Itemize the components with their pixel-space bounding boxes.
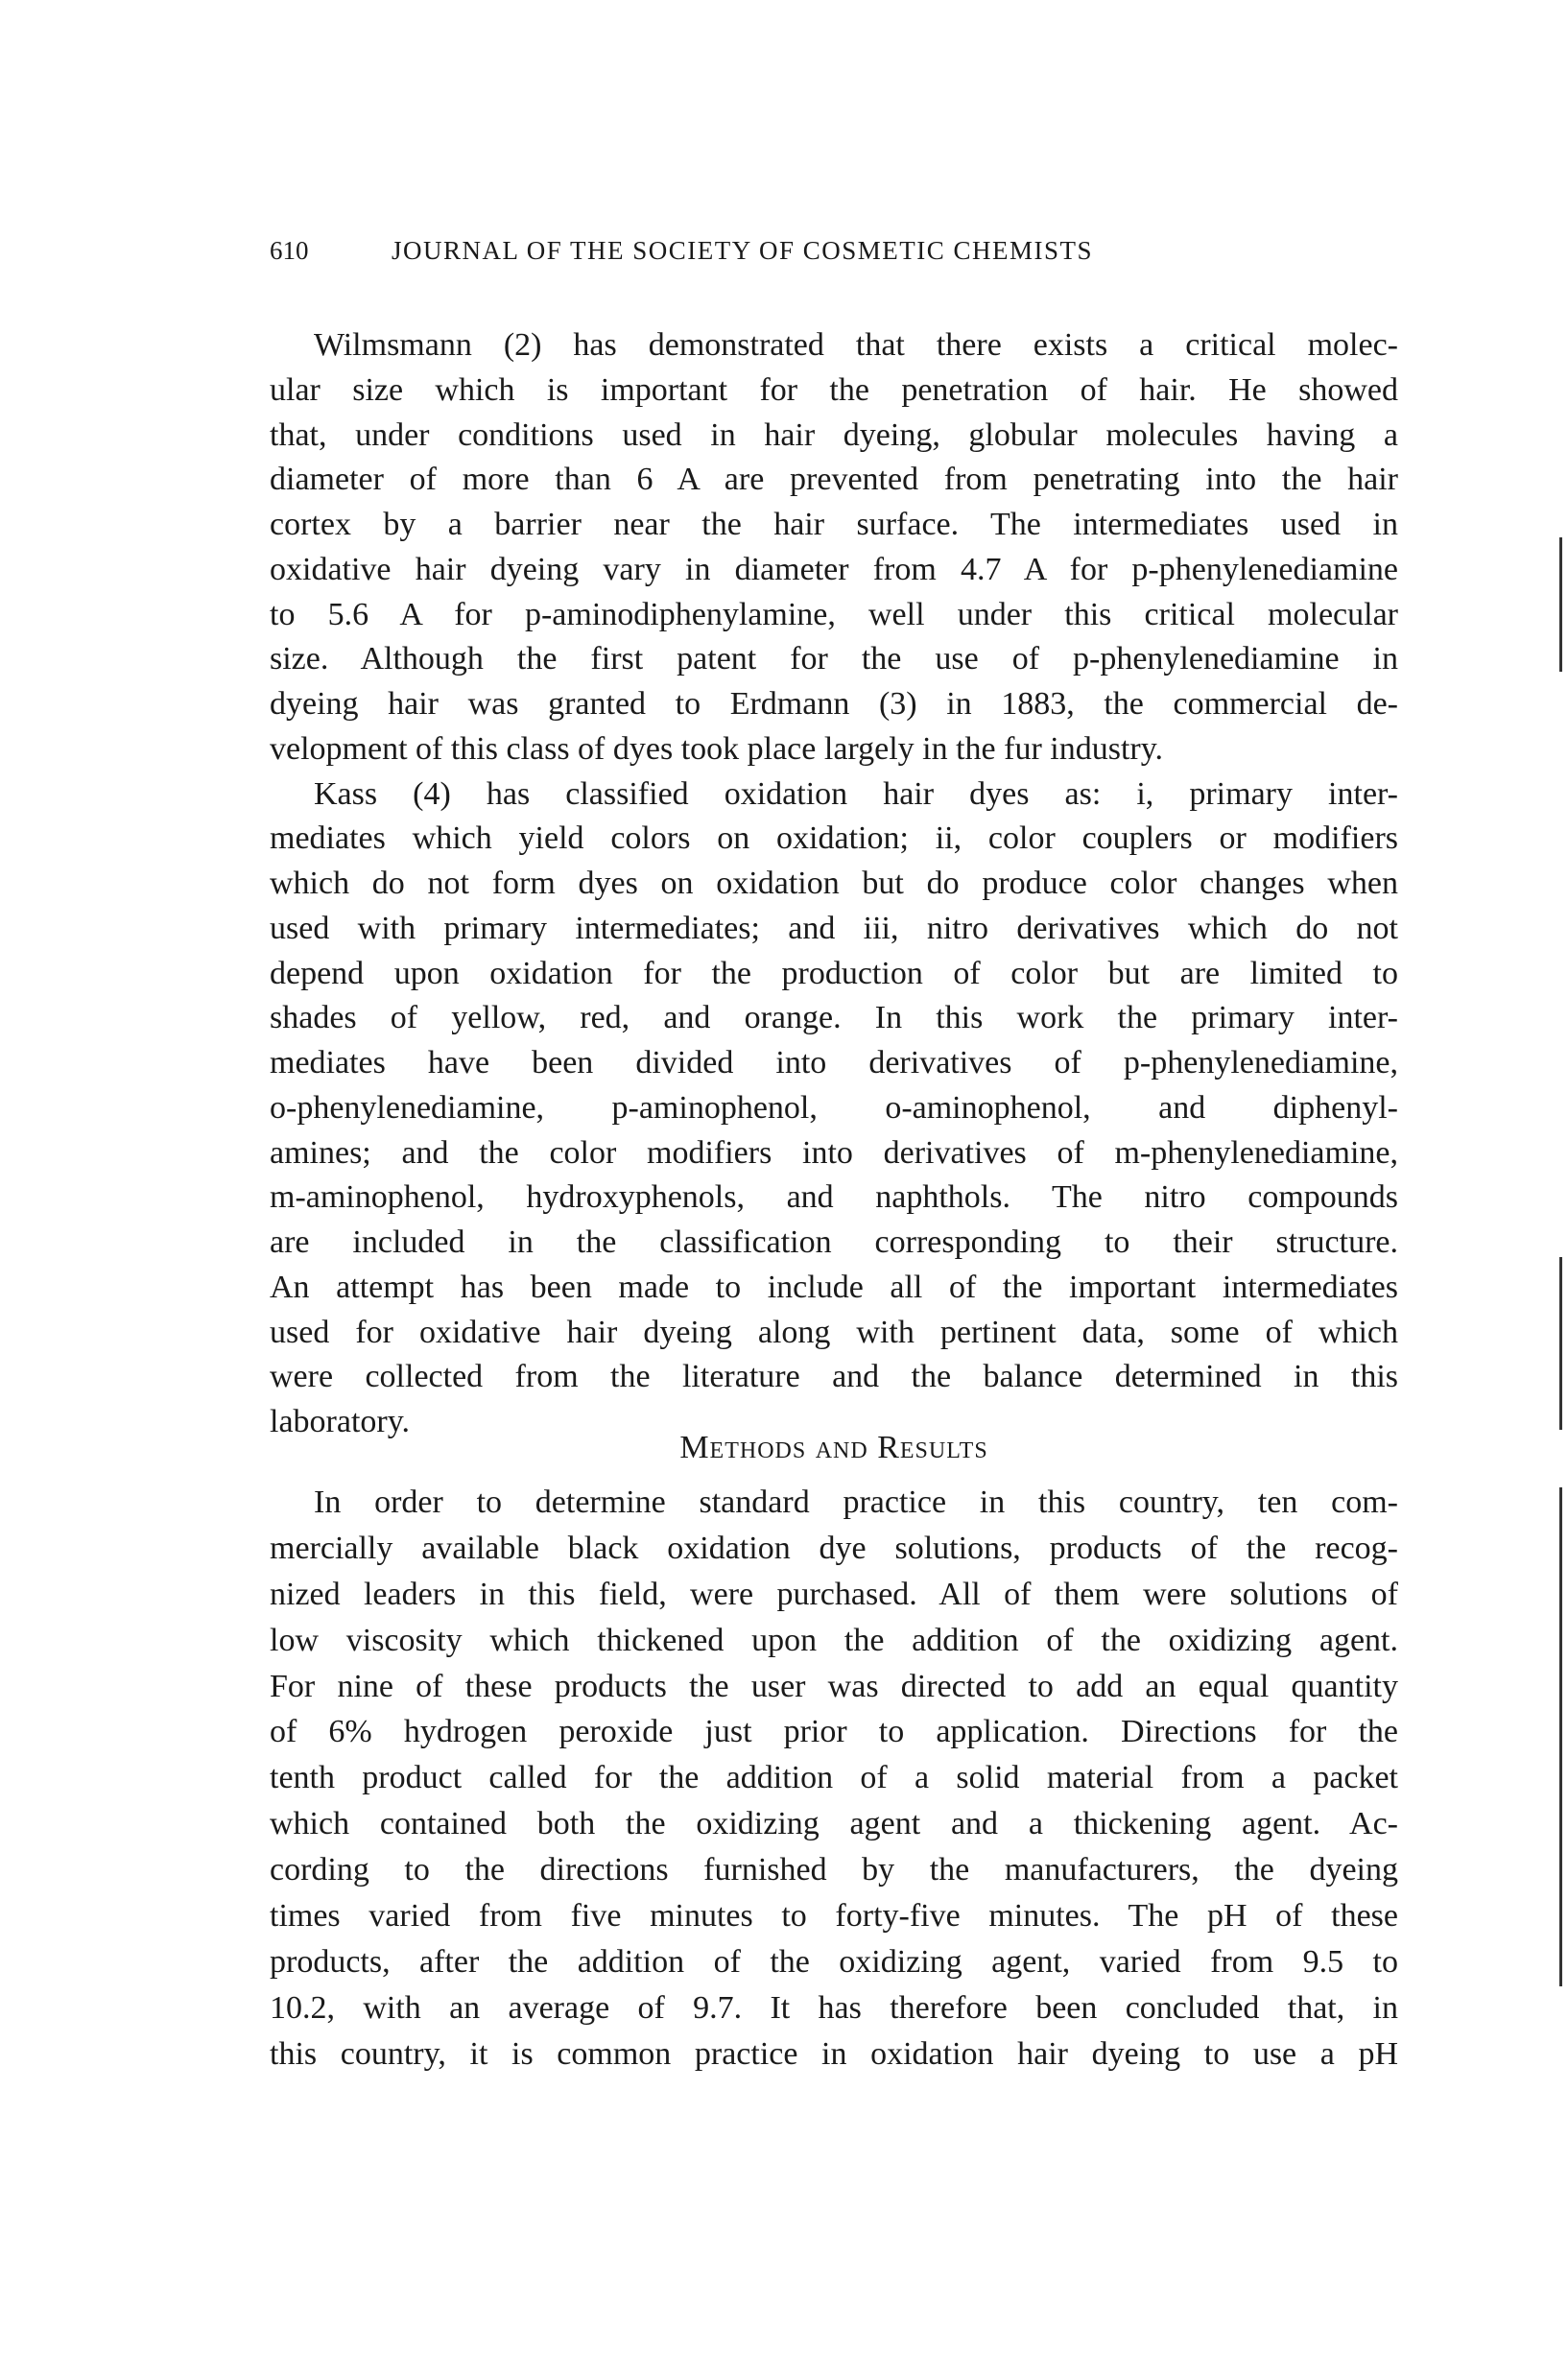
text-line: of 6% hydrogen peroxide just prior to application. Directions for the xyxy=(270,1714,1398,1750)
text-line: dyeing hair was granted to Erdmann (3) in 1883, the commercial de- xyxy=(270,686,1398,722)
scan-edge-mark xyxy=(1559,537,1562,672)
text-line: mediates which yield colors on oxidation; ii, color couplers or modifiers xyxy=(270,820,1398,857)
section-heading: Methods and Results xyxy=(679,1430,988,1465)
scan-edge-mark xyxy=(1559,1257,1562,1430)
text-line: to 5.6 A for p-aminodiphenylamine, well under this critical molecular xyxy=(270,596,1398,632)
paragraph xyxy=(270,772,1398,1445)
text-line: cortex by a barrier near the hair surface. The intermediates used in xyxy=(270,507,1398,542)
page-number: 610 xyxy=(270,236,309,265)
text-line: which do not form dyes on oxidation but do produce color changes when xyxy=(270,866,1398,901)
running-header xyxy=(270,236,1398,274)
text-line: Wilmsmann (2) has demonstrated that there exists a critical molec- xyxy=(314,327,1398,363)
text-line: amines; and the color modifiers into derivatives of m-phenylenediamine, xyxy=(270,1134,1398,1171)
text-line: size. Although the first patent for the use of p-phenylenediamine in xyxy=(270,641,1398,677)
journal-title: JOURNAL OF THE SOCIETY OF COSMETIC CHEMISTS xyxy=(392,236,1094,265)
text-line: were collected from the literature and the balance determined in this xyxy=(270,1359,1398,1395)
text-line: mercially available black oxidation dye solutions, products of the recog- xyxy=(270,1530,1398,1566)
text-line: used with primary intermediates; and iii, nitro derivatives which do not xyxy=(270,910,1398,946)
text-line: tenth product called for the addition of a solid material from a packet xyxy=(270,1760,1398,1796)
text-line: An attempt has been made to include all of the important intermediates xyxy=(270,1269,1398,1305)
text-line: diameter of more than 6 A are prevented from penetrating into the hair xyxy=(270,462,1398,498)
text-line: In order to determine standard practice in this country, ten com- xyxy=(314,1484,1398,1520)
text-line: nized leaders in this field, were purchased. All of them were solutions of xyxy=(270,1576,1398,1612)
text-line: that, under conditions used in hair dyeing, globular molecules having a xyxy=(270,416,1398,453)
text-line: this country, it is common practice in oxidation hair dyeing to use a pH xyxy=(270,2035,1398,2072)
body-text-intro xyxy=(270,323,1398,1445)
text-line: mediates have been divided into derivatives of p-phenylenediamine, xyxy=(270,1045,1398,1081)
scan-edge-mark xyxy=(1559,1487,1562,1986)
text-line: depend upon oxidation for the production of color but are limited to xyxy=(270,955,1398,991)
text-line: ular size which is important for the penetration of hair. He showed xyxy=(270,371,1398,408)
text-line: low viscosity which thickened upon the addition of the oxidizing agent. xyxy=(270,1622,1398,1658)
text-line: shades of yellow, red, and orange. In this work the primary inter- xyxy=(270,1000,1398,1036)
text-line: used for oxidative hair dyeing along with pertinent data, some of which xyxy=(270,1314,1398,1350)
paragraph xyxy=(270,323,1398,772)
text-line: cording to the directions furnished by the manufacturers, the dyeing xyxy=(270,1852,1398,1888)
text-line: are included in the classification corresponding to their structure. xyxy=(270,1224,1398,1260)
body-text-methods xyxy=(270,1480,1398,2078)
text-line: products, after the addition of the oxidizing agent, varied from 9.5 to xyxy=(270,1943,1398,1980)
text-line: velopment of this class of dyes took place largely in the fur industry. xyxy=(270,730,1164,767)
text-line: oxidative hair dyeing vary in diameter from 4.7 A for p-phenylenediamine xyxy=(270,551,1398,587)
text-line: o-phenylenediamine, p-aminophenol, o-aminophenol, and diphenyl- xyxy=(270,1089,1398,1126)
text-line: laboratory. xyxy=(270,1404,411,1439)
text-line: m-aminophenol, hydroxyphenols, and naphthols. The nitro compounds xyxy=(270,1179,1398,1216)
text-line: times varied from five minutes to forty-five minutes. The pH of these xyxy=(270,1898,1398,1935)
text-line: 10.2, with an average of 9.7. It has therefore been concluded that, in xyxy=(270,1989,1398,2026)
text-line: which contained both the oxidizing agent and a thickening agent. Ac- xyxy=(270,1806,1398,1842)
text-line: Kass (4) has classified oxidation hair dyes as: i, primary inter- xyxy=(314,775,1398,812)
text-line: For nine of these products the user was directed to add an equal quantity xyxy=(270,1668,1398,1704)
